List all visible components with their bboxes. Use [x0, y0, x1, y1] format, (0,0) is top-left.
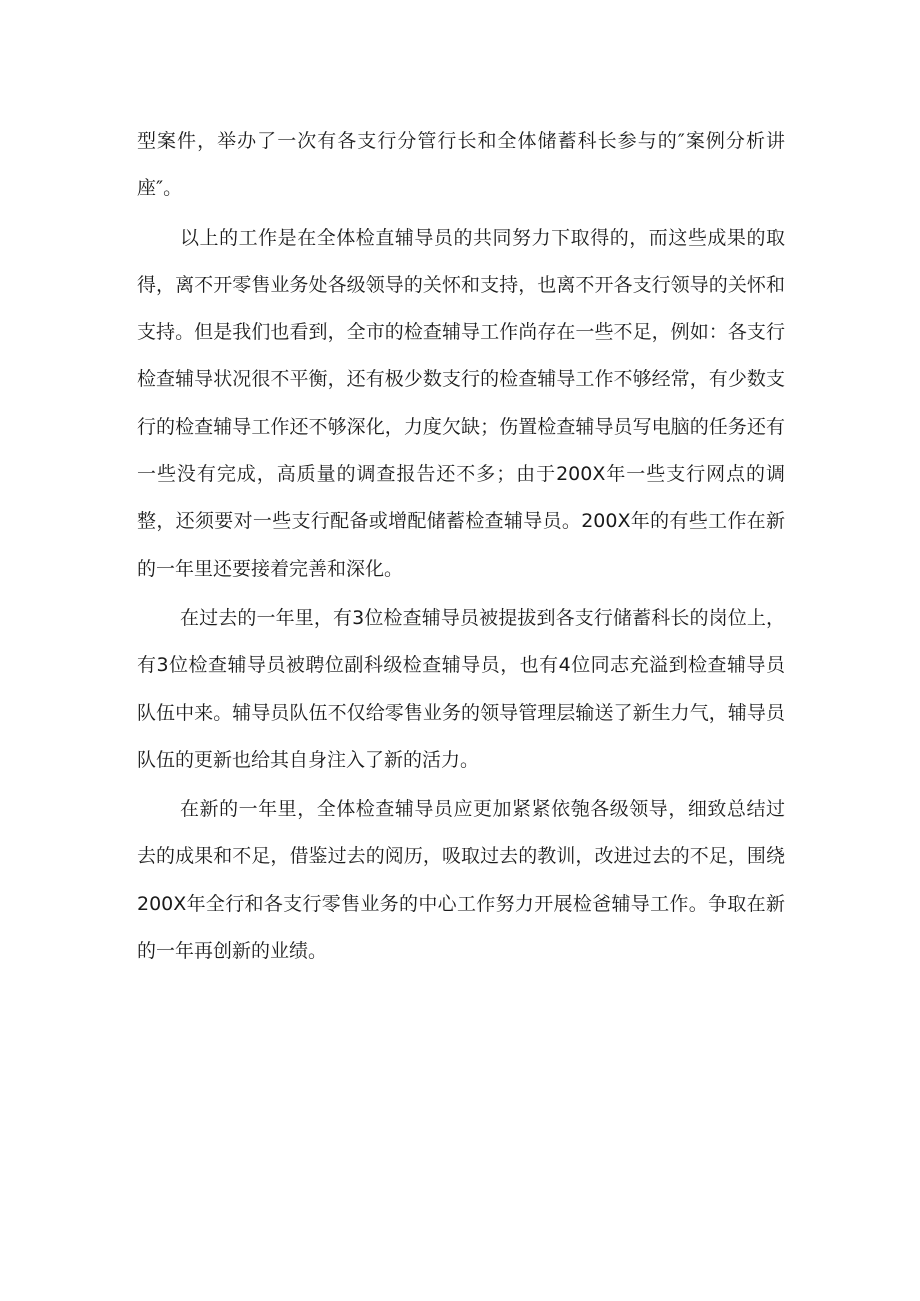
paragraph-2: 以上的工作是在全体检直辅导员的共同努力下取得的，而这些成果的取得，离不开零售业务处各级领导的关怀和支持，也离不开各支行领导的关怀和支持。但是我们也看到，全市的检查辅导工作尚存在一些不足，例如：各支行检查辅导状况很不平衡，还有极少数支行的检查辅导工作不够经常，有少数支行的检查辅导工作还不够深化，力度欠缺；伤置检查辅导员写电脑的任务还有一些没有完成，高质量的调查报告还不多；由于200X年一些支行网点的调整，还须要对一些支行配备或增配储蓄检查辅导员。200X年的有些工作在新的一年里还要接着完善和深化。	[137, 226, 785, 580]
paragraph-3: 在过去的一年里，有3位检查辅导员被提拔到各支行储蓄科长的岗位上，有3位检查辅导员被聘位副科级检查辅导员，也有4位同志充溢到检查辅导员队伍中来。辅导员队伍不仅给零售业务的领导管理层输送了新生力气，辅导员队伍的更新也给其自身注入了新的活力。	[137, 606, 785, 771]
paragraph-1: 型案件，举办了一次有各支行分管行长和全体储蓄科长参与的″案例分析讲座″。	[137, 130, 785, 200]
body-text	[137, 118, 785, 975]
paragraph-4: 在新的一年里，全体检查辅导员应更加紧紧依匏各级领导，细致总结过去的成果和不足，借鉴过去的阅历，吸取过去的教训，改进过去的不足，围绕200X年全行和各支行零售业务的中心工作努力开展检爸辅导工作。争取在新的一年再创新的业绩。	[137, 798, 785, 963]
